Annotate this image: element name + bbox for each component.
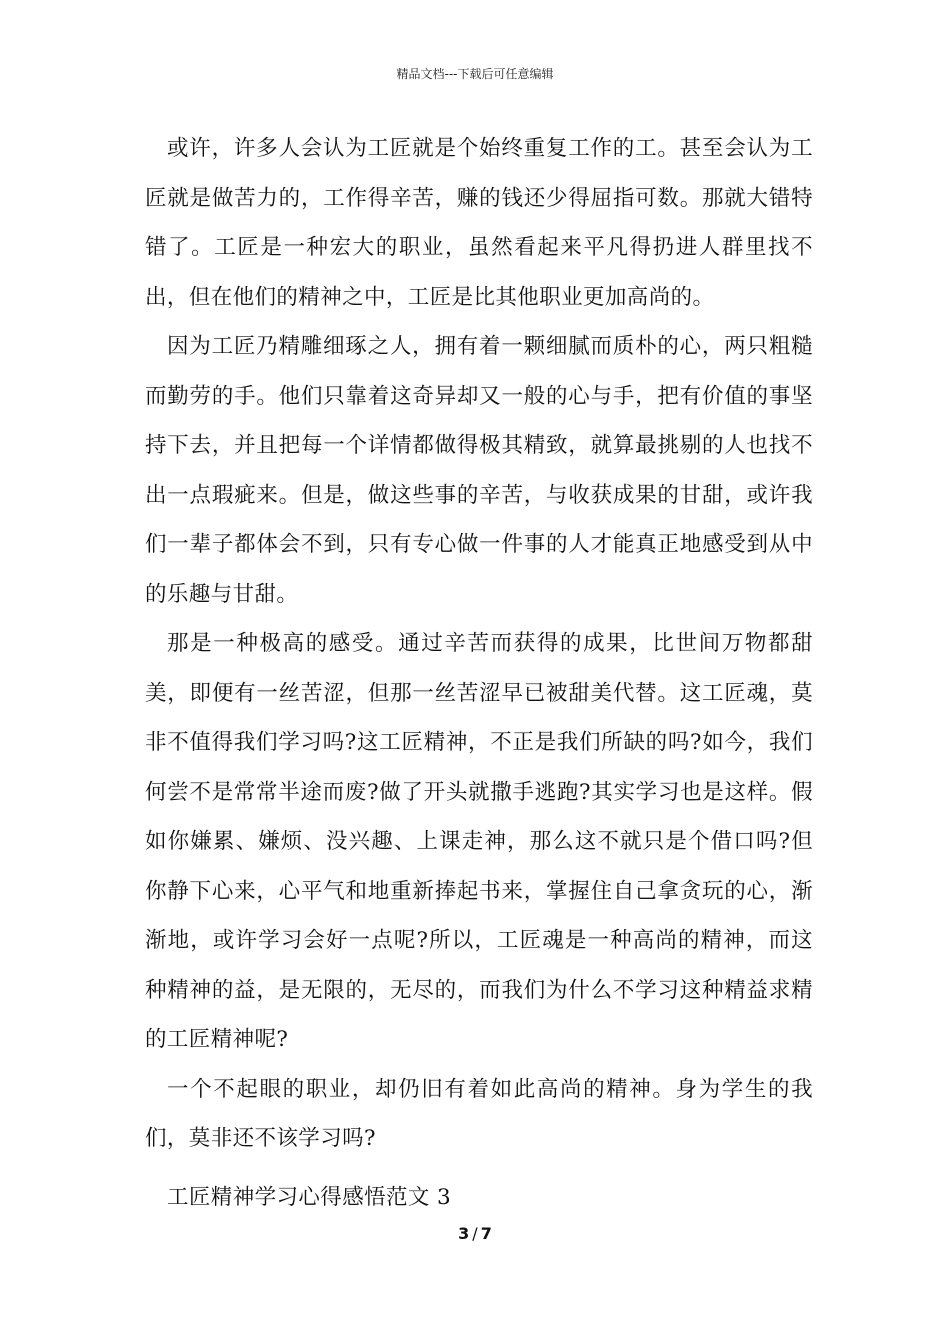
page-separator: / [472, 1224, 478, 1243]
paragraph: 因为工匠乃精雕细琢之人，拥有着一颗细腻而质朴的心，两只粗糙而勤劳的手。他们只靠着这奇异却又一般的心与手，把有价值的事坚持下去，并且把每一个详情都做得极其精致，就算最挑剔的人也找不出一点瑕疵来。但是，做这些事的辛苦，与收获成果的甘甜，或许我们一辈子都体会不到，只有专心做一件事的人才能真正地感受到从中的乐趣与甘甜。 [145, 334, 813, 607]
section-title: 工匠精神学习心得感悟范文 3 [167, 1184, 452, 1210]
paragraph: 或许，许多人会认为工匠就是个始终重复工作的工。甚至会认为工匠就是做苦力的，工作得辛苦，赚的钱还少得屈指可数。那就大错特错了。工匠是一种宏大的职业，虽然看起来平凡得扔进人群里找不出，但在他们的精神之中，工匠是比其他职业更加高尚的。 [145, 136, 813, 310]
page-header: 精品文档---下载后可任意编辑 [396, 67, 554, 81]
total-pages-number: 7 [480, 1224, 492, 1243]
current-page-number: 3 [458, 1224, 470, 1243]
page-number [0, 1224, 950, 1244]
body-text [145, 124, 813, 1222]
paragraph: 一个不起眼的职业，却仍旧有着如此高尚的精神。身为学生的我们，莫非还不该学习吗? [145, 1076, 813, 1151]
paragraph: 那是一种极高的感受。通过辛苦而获得的成果，比世间万物都甜美，即便有一丝苦涩，但那一丝苦涩早已被甜美代替。这工匠魂，莫非不值得我们学习吗?这工匠精神，不正是我们所缺的吗?如今，我们何尝不是常常半途而废?做了开头就撒手逃跑?其实学习也是这样。假如你嫌累、嫌烦、没兴趣、上课走神，那么这不就只是个借口吗?但你静下心来，心平气和地重新捧起书来，掌握住自己拿贪玩的心，渐渐地，或许学习会好一点呢?所以，工匠魂是一种高尚的精神，而这种精神的益，是无限的，无尽的，而我们为什么不学习这种精益求精的工匠精神呢? [145, 631, 813, 1052]
